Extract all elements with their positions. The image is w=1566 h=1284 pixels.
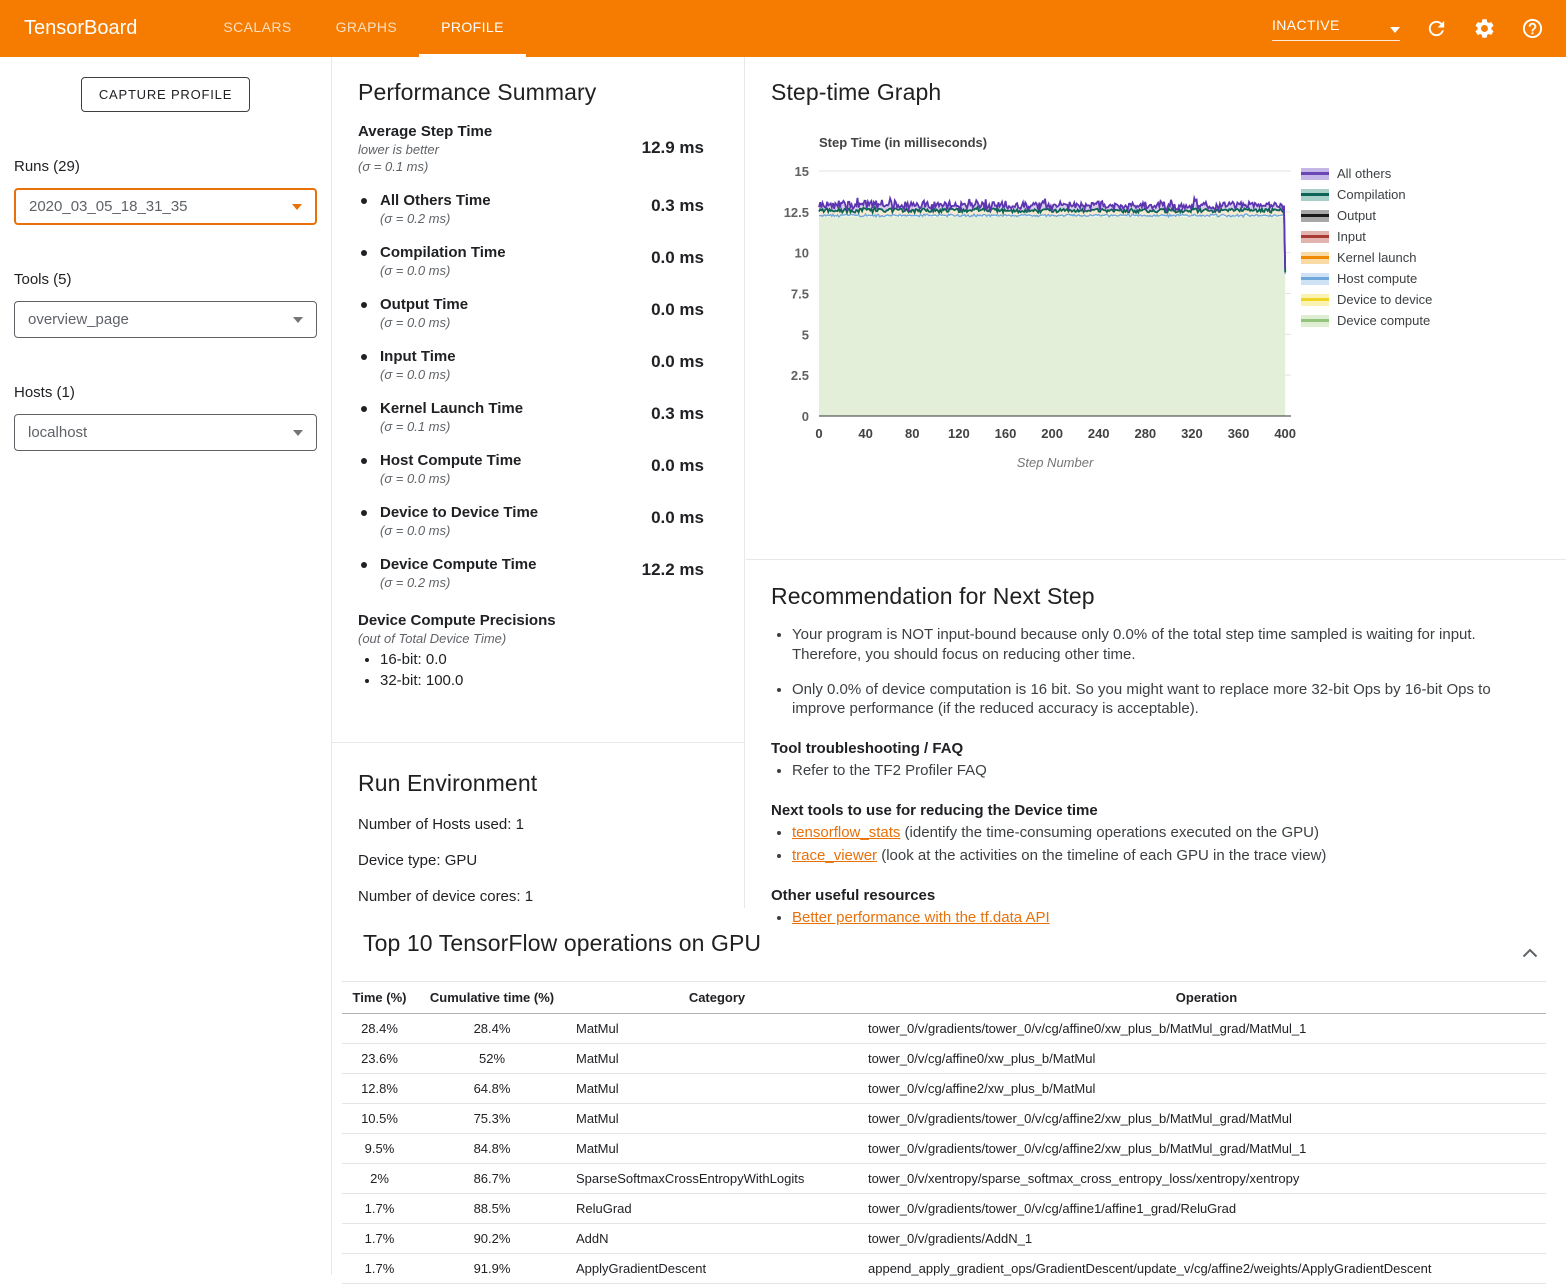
recommendation-bullet: • Your program is NOT input-bound because only 0.0% of the total step time sampled is waiting for input. Therefore, you should focus on reducing other time. xyxy=(792,625,1530,665)
right-column xyxy=(746,57,1566,926)
precision-item: • 32-bit: 100.0 xyxy=(380,672,704,689)
svg-text:200: 200 xyxy=(1041,426,1063,441)
metrics-list xyxy=(358,123,704,591)
svg-text:400: 400 xyxy=(1274,426,1297,441)
svg-text:5: 5 xyxy=(801,327,809,343)
recommendation-item xyxy=(792,761,1530,781)
table-cell: 10.5% xyxy=(342,1104,417,1134)
step-time-graph-card xyxy=(746,79,1566,560)
legend-item xyxy=(1301,188,1432,201)
table-cell: 12.8% xyxy=(342,1074,417,1104)
run-environment-lines xyxy=(358,816,718,905)
recommendation-item xyxy=(792,823,1530,843)
table-cell: 1.7% xyxy=(342,1194,417,1224)
tab-profile[interactable]: PROFILE xyxy=(419,0,526,57)
metric-sigma: (σ = 0.1 ms) xyxy=(380,419,451,434)
tools-dropdown-value: overview_page xyxy=(28,311,129,328)
table-row xyxy=(342,1074,1546,1104)
svg-text:320: 320 xyxy=(1181,426,1203,441)
table-cell: ApplyGradientDescent xyxy=(567,1254,867,1284)
table-cell: 91.9% xyxy=(417,1254,567,1284)
table-cell: tower_0/v/cg/affine0/xw_plus_b/MatMul xyxy=(867,1044,1546,1074)
hosts-dropdown-value: localhost xyxy=(28,424,88,441)
legend-item xyxy=(1301,251,1432,264)
metric-sigma: (σ = 0.0 ms) xyxy=(380,471,451,486)
recommendation-item-text: Refer to the TF2 Profiler FAQ xyxy=(792,762,987,780)
metric-name: Compilation Time xyxy=(380,244,506,261)
table-row xyxy=(342,1134,1546,1164)
table-row xyxy=(342,1224,1546,1254)
precisions-title: Device Compute Precisions xyxy=(358,612,556,629)
hosts-label: Hosts (1) xyxy=(14,384,75,401)
runs-label: Runs (29) xyxy=(14,158,80,175)
svg-text:240: 240 xyxy=(1087,426,1110,441)
hosts-dropdown[interactable] xyxy=(14,414,317,451)
column-header: Category xyxy=(567,982,867,1014)
table-cell: tower_0/v/gradients/tower_0/v/cg/affine0/xw_plus_b/MatMul_grad/MatMul_1 xyxy=(867,1014,1546,1044)
legend-item xyxy=(1301,293,1432,306)
legend-swatch xyxy=(1301,189,1329,201)
legend-label: All others xyxy=(1337,166,1392,181)
legend-swatch xyxy=(1301,315,1329,327)
table-cell: 1.7% xyxy=(342,1224,417,1254)
nav-tabs xyxy=(201,0,525,57)
top-ops-table xyxy=(342,981,1546,1284)
table-cell: 23.6% xyxy=(342,1044,417,1074)
svg-text:80: 80 xyxy=(905,426,920,441)
metric-value: 0.0 ms xyxy=(651,456,704,475)
table-cell: tower_0/v/gradients/tower_0/v/cg/affine2/xw_plus_b/MatMul_grad/MatMul xyxy=(867,1104,1546,1134)
table-cell: 64.8% xyxy=(417,1074,567,1104)
top-ops-title: Top 10 TensorFlow operations on GPU xyxy=(363,930,762,956)
legend-label: Kernel launch xyxy=(1337,250,1417,265)
metric-name: Kernel Launch Time xyxy=(380,400,524,417)
top-ops-card xyxy=(332,909,1566,1275)
metric-row xyxy=(358,452,704,487)
svg-text:15: 15 xyxy=(794,164,809,179)
recommendation-subheading: Other useful resources xyxy=(771,886,936,904)
metric-sigma: (σ = 0.2 ms) xyxy=(380,575,451,590)
svg-text:160: 160 xyxy=(994,426,1017,441)
metric-sigma: (σ = 0.0 ms) xyxy=(380,263,451,278)
legend-swatch xyxy=(1301,294,1329,306)
table-cell: 52% xyxy=(417,1044,567,1074)
recommendation-item-text: (identify the time-consuming operations executed on the GPU) xyxy=(900,823,1319,841)
metric-value: 0.3 ms xyxy=(651,196,704,215)
run-environment-card xyxy=(332,770,744,905)
metric-value: 0.3 ms xyxy=(651,404,704,423)
metric-row xyxy=(358,244,704,279)
metric-value: 12.9 ms xyxy=(641,138,704,157)
chart-area xyxy=(771,134,1566,479)
svg-text:10: 10 xyxy=(794,245,809,261)
recommendation-item-text: (look at the activities on the timeline of each GPU in the trace view) xyxy=(877,847,1327,865)
table-row xyxy=(342,1014,1546,1044)
svg-text:12.5: 12.5 xyxy=(783,204,809,220)
metric-value: 0.0 ms xyxy=(651,248,704,267)
table-cell: 9.5% xyxy=(342,1134,417,1164)
legend-item xyxy=(1301,209,1432,222)
chevron-down-icon xyxy=(292,204,302,210)
table-cell: tower_0/v/gradients/tower_0/v/cg/affine2/xw_plus_b/MatMul_grad/MatMul_1 xyxy=(867,1134,1546,1164)
recommendation-link[interactable]: trace_viewer xyxy=(792,847,878,865)
metric-name: Device Compute Time xyxy=(380,556,537,573)
table-row xyxy=(342,1194,1546,1224)
svg-text:2.5: 2.5 xyxy=(790,368,809,384)
recommendation-subheading: Tool troubleshooting / FAQ xyxy=(771,740,964,758)
recommendation-link[interactable]: Better performance with the tf.data API xyxy=(792,908,1050,926)
capture-profile-button[interactable]: CAPTURE PROFILE xyxy=(81,77,250,112)
metric-value: 0.0 ms xyxy=(651,352,704,371)
table-cell: MatMul xyxy=(567,1104,867,1134)
table-cell: tower_0/v/xentropy/sparse_softmax_cross_entropy_loss/xentropy/xentropy xyxy=(867,1164,1546,1194)
table-cell: 84.8% xyxy=(417,1134,567,1164)
refresh-icon[interactable] xyxy=(1424,17,1448,41)
chevron-down-icon xyxy=(293,430,303,436)
recommendation-link[interactable]: tensorflow_stats xyxy=(792,823,901,841)
tools-dropdown[interactable] xyxy=(14,301,317,338)
recommendation-link-list xyxy=(771,761,1530,781)
status-dropdown[interactable] xyxy=(1272,17,1400,41)
legend-label: Input xyxy=(1337,229,1366,244)
table-cell: 2% xyxy=(342,1164,417,1194)
svg-text:120: 120 xyxy=(948,426,970,441)
tab-graphs[interactable]: GRAPHS xyxy=(335,19,398,35)
chevron-down-icon xyxy=(1390,27,1400,33)
runs-dropdown-value: 2020_03_05_18_31_35 xyxy=(29,198,188,215)
metric-sigma: (σ = 0.0 ms) xyxy=(380,523,451,538)
precisions-list xyxy=(358,651,704,689)
table-cell: AddN xyxy=(567,1224,867,1254)
table-cell: 75.3% xyxy=(417,1104,567,1134)
column-header: Operation xyxy=(867,982,1546,1014)
legend-label: Host compute xyxy=(1337,271,1418,286)
chevron-down-icon xyxy=(293,317,303,323)
settings-gear-icon[interactable] xyxy=(1472,17,1496,41)
legend-swatch xyxy=(1301,231,1329,243)
legend-swatch xyxy=(1301,210,1329,222)
metric-row xyxy=(358,400,704,435)
metric-row xyxy=(358,296,704,331)
legend-label: Device compute xyxy=(1337,313,1431,328)
legend-swatch xyxy=(1301,168,1329,180)
table-cell: tower_0/v/gradients/AddN_1 xyxy=(867,1224,1546,1254)
svg-text:360: 360 xyxy=(1227,426,1250,441)
app-title: TensorBoard xyxy=(24,17,138,39)
legend-item xyxy=(1301,272,1432,285)
table-row xyxy=(342,1254,1546,1284)
legend-swatch xyxy=(1301,252,1329,264)
header-actions xyxy=(1272,0,1544,57)
metric-sigma: (σ = 0.0 ms) xyxy=(380,315,451,330)
metric-row xyxy=(358,348,704,383)
table-cell: 86.7% xyxy=(417,1164,567,1194)
collapse-chevron-up-icon[interactable] xyxy=(1522,945,1538,963)
legend-label: Output xyxy=(1337,208,1377,223)
table-row xyxy=(342,1044,1546,1074)
table-cell: append_apply_gradient_ops/GradientDescent/update_v/cg/affine2/weights/ApplyGradientDescent xyxy=(867,1254,1546,1284)
sidebar xyxy=(0,57,332,1275)
metric-value: 0.0 ms xyxy=(651,508,704,527)
svg-text:0: 0 xyxy=(801,409,809,424)
legend-label: Device to device xyxy=(1337,292,1433,307)
table-cell: tower_0/v/gradients/tower_0/v/cg/affine1/affine1_grad/ReluGrad xyxy=(867,1194,1546,1224)
legend-swatch xyxy=(1301,273,1329,285)
step-time-graph-title: Step-time Graph xyxy=(771,79,942,105)
table-row xyxy=(342,1164,1546,1194)
metric-value: 0.0 ms xyxy=(651,300,704,319)
column-header: Time (%) xyxy=(342,982,417,1014)
table-cell: 28.4% xyxy=(342,1014,417,1044)
table-cell: SparseSoftmaxCrossEntropyWithLogits xyxy=(567,1164,867,1194)
recommendation-sections xyxy=(771,740,1530,927)
svg-text:280: 280 xyxy=(1134,426,1157,441)
main-content xyxy=(332,57,1566,1275)
table-row xyxy=(342,1104,1546,1134)
recommendation-bullet: • Only 0.0% of device computation is 16 bit. So you might want to replace more 32-bit Ops by 16-bit Ops to improve performance (if the reduced accuracy is acceptable). xyxy=(792,680,1530,720)
svg-text:40: 40 xyxy=(858,426,873,441)
tools-label: Tools (5) xyxy=(14,271,72,288)
legend-item xyxy=(1301,314,1432,327)
metric-sigma: (σ = 0.2 ms) xyxy=(380,211,451,226)
recommendation-subheading: Next tools to use for reducing the Device time xyxy=(771,801,1098,819)
run-environment-line: Device type: GPU xyxy=(358,852,478,869)
table-cell: ReluGrad xyxy=(567,1194,867,1224)
table-cell: 1.7% xyxy=(342,1254,417,1284)
metric-sigma: (σ = 0.0 ms) xyxy=(380,367,451,382)
precisions-subtitle: (out of Total Device Time) xyxy=(358,631,507,646)
metric-note: lower is better xyxy=(358,142,439,157)
metric-name: Output Time xyxy=(380,296,469,313)
svg-text:0: 0 xyxy=(815,426,823,441)
table-cell: MatMul xyxy=(567,1074,867,1104)
chart-legend xyxy=(1301,167,1432,335)
metric-sigma: (σ = 0.1 ms) xyxy=(358,159,429,174)
table-cell: 28.4% xyxy=(417,1014,567,1044)
table-cell: MatMul xyxy=(567,1134,867,1164)
recommendation-item xyxy=(792,846,1530,866)
runs-dropdown[interactable] xyxy=(14,188,317,225)
recommendation-bullets xyxy=(771,625,1530,719)
run-environment-line: Number of device cores: 1 xyxy=(358,888,534,905)
table-header-row xyxy=(342,982,1546,1014)
metric-name: Average Step Time xyxy=(358,123,493,140)
step-time-chart xyxy=(771,134,1301,479)
recommendation-card xyxy=(746,560,1566,927)
recommendation-title: Recommendation for Next Step xyxy=(771,583,1095,609)
legend-item xyxy=(1301,230,1432,243)
run-environment-line: Number of Hosts used: 1 xyxy=(358,816,524,833)
metric-name: Input Time xyxy=(380,348,456,365)
performance-summary-title: Performance Summary xyxy=(358,79,597,105)
metric-row xyxy=(358,192,704,227)
metric-row xyxy=(358,556,704,591)
column-header: Cumulative time (%) xyxy=(417,982,567,1014)
metric-row xyxy=(358,123,704,175)
help-icon[interactable] xyxy=(1520,17,1544,41)
app-header xyxy=(0,0,1566,57)
run-environment-title: Run Environment xyxy=(358,770,538,796)
table-cell: tower_0/v/cg/affine2/xw_plus_b/MatMul xyxy=(867,1074,1546,1104)
status-dropdown-value: INACTIVE xyxy=(1272,16,1340,33)
table-cell: MatMul xyxy=(567,1044,867,1074)
legend-item xyxy=(1301,167,1432,180)
table-cell: 88.5% xyxy=(417,1194,567,1224)
metric-name: All Others Time xyxy=(380,192,491,209)
table-cell: 90.2% xyxy=(417,1224,567,1254)
legend-label: Compilation xyxy=(1337,187,1406,202)
performance-summary-card xyxy=(332,79,744,743)
metric-row xyxy=(358,504,704,539)
svg-text:Step Number: Step Number xyxy=(1016,455,1094,470)
metric-name: Host Compute Time xyxy=(380,452,522,469)
left-column xyxy=(332,57,745,908)
metric-name: Device to Device Time xyxy=(380,504,539,521)
recommendation-link-list xyxy=(771,823,1530,866)
precision-item: • 16-bit: 0.0 xyxy=(380,651,704,668)
svg-text:7.5: 7.5 xyxy=(790,286,809,302)
table-cell: MatMul xyxy=(567,1014,867,1044)
svg-text:Step Time (in milliseconds): Step Time (in milliseconds) xyxy=(819,135,988,150)
metric-value: 12.2 ms xyxy=(641,560,704,579)
tab-scalars[interactable]: SCALARS xyxy=(223,19,292,35)
